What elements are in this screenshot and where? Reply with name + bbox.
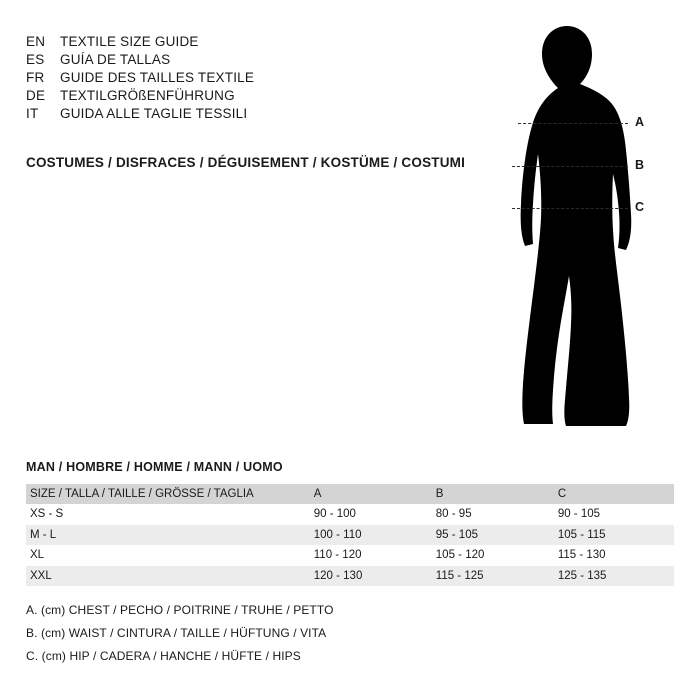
size-table-head [26,484,674,504]
cell-c: 90 - 105 [557,508,601,521]
language-label: TEXTILE SIZE GUIDE [60,34,199,49]
cell-size: M - L [30,528,57,541]
legend-item-a: A. (cm) CHEST / PECHO / POITRINE / TRUHE / PETTO [26,603,334,617]
language-code: EN [26,34,46,49]
legend-item-b: B. (cm) WAIST / CINTURA / TAILLE / HÜFTUNG / VITA [26,626,327,640]
man-silhouette-icon [470,18,680,438]
language-code: IT [26,106,39,121]
cell-b: 95 - 105 [435,528,478,541]
language-label: TEXTILGRÖßENFÜHRUNG [60,88,235,103]
language-row [26,34,466,49]
cell-a: 90 - 100 [313,508,356,521]
language-row [26,106,466,121]
language-code: FR [26,70,45,85]
measure-line-chest [518,123,628,124]
cell-a: 100 - 110 [313,528,362,541]
cell-b: 80 - 95 [435,508,472,521]
table-row [26,525,674,545]
table-row [26,545,674,565]
male-figure-illustration [470,18,680,438]
measure-line-hip [512,208,628,209]
language-label: GUIDE DES TAILLES TEXTILE [60,70,255,85]
column-header-a: A [313,488,322,500]
language-row [26,88,466,103]
column-header-c: C [557,488,567,500]
cell-size: XS - S [30,508,64,521]
table-row [26,504,674,524]
language-code: ES [26,52,45,67]
cell-c: 105 - 115 [557,528,606,541]
legend-item-c: C. (cm) HIP / CADERA / HANCHE / HÜFTE / HIPS [26,649,301,663]
table-section-title: MAN / HOMBRE / HOMME / MANN / UOMO [26,460,283,474]
measure-label-b: B [635,158,645,172]
measure-label-c: C [635,200,645,214]
column-header-size: SIZE / TALLA / TAILLE / GRÖSSE / TAGLIA [30,488,254,500]
cell-c: 115 - 130 [557,549,606,562]
size-table [26,484,674,586]
language-row [26,52,466,67]
size-table-body [26,504,674,586]
measure-label-a: A [635,115,645,129]
cell-a: 120 - 130 [313,569,363,582]
cell-b: 115 - 125 [435,569,484,582]
table-header-row [26,484,674,504]
table-row [26,566,674,586]
cell-c: 125 - 135 [557,569,607,582]
cell-a: 110 - 120 [313,549,362,562]
language-label: GUIDA ALLE TAGLIE TESSILI [60,106,248,121]
language-label: GUÍA DE TALLAS [60,52,171,67]
column-header-b: B [435,488,444,500]
cell-size: XXL [30,569,52,582]
language-list [26,34,466,124]
language-row [26,70,466,85]
costumes-heading: COSTUMES / DISFRACES / DÉGUISEMENT / KOSTÜME / COSTUMI [26,155,466,170]
cell-size: XL [30,549,45,562]
cell-b: 105 - 120 [435,549,485,562]
measurement-legend [26,603,334,672]
measure-line-waist [512,166,628,167]
language-code: DE [26,88,46,103]
